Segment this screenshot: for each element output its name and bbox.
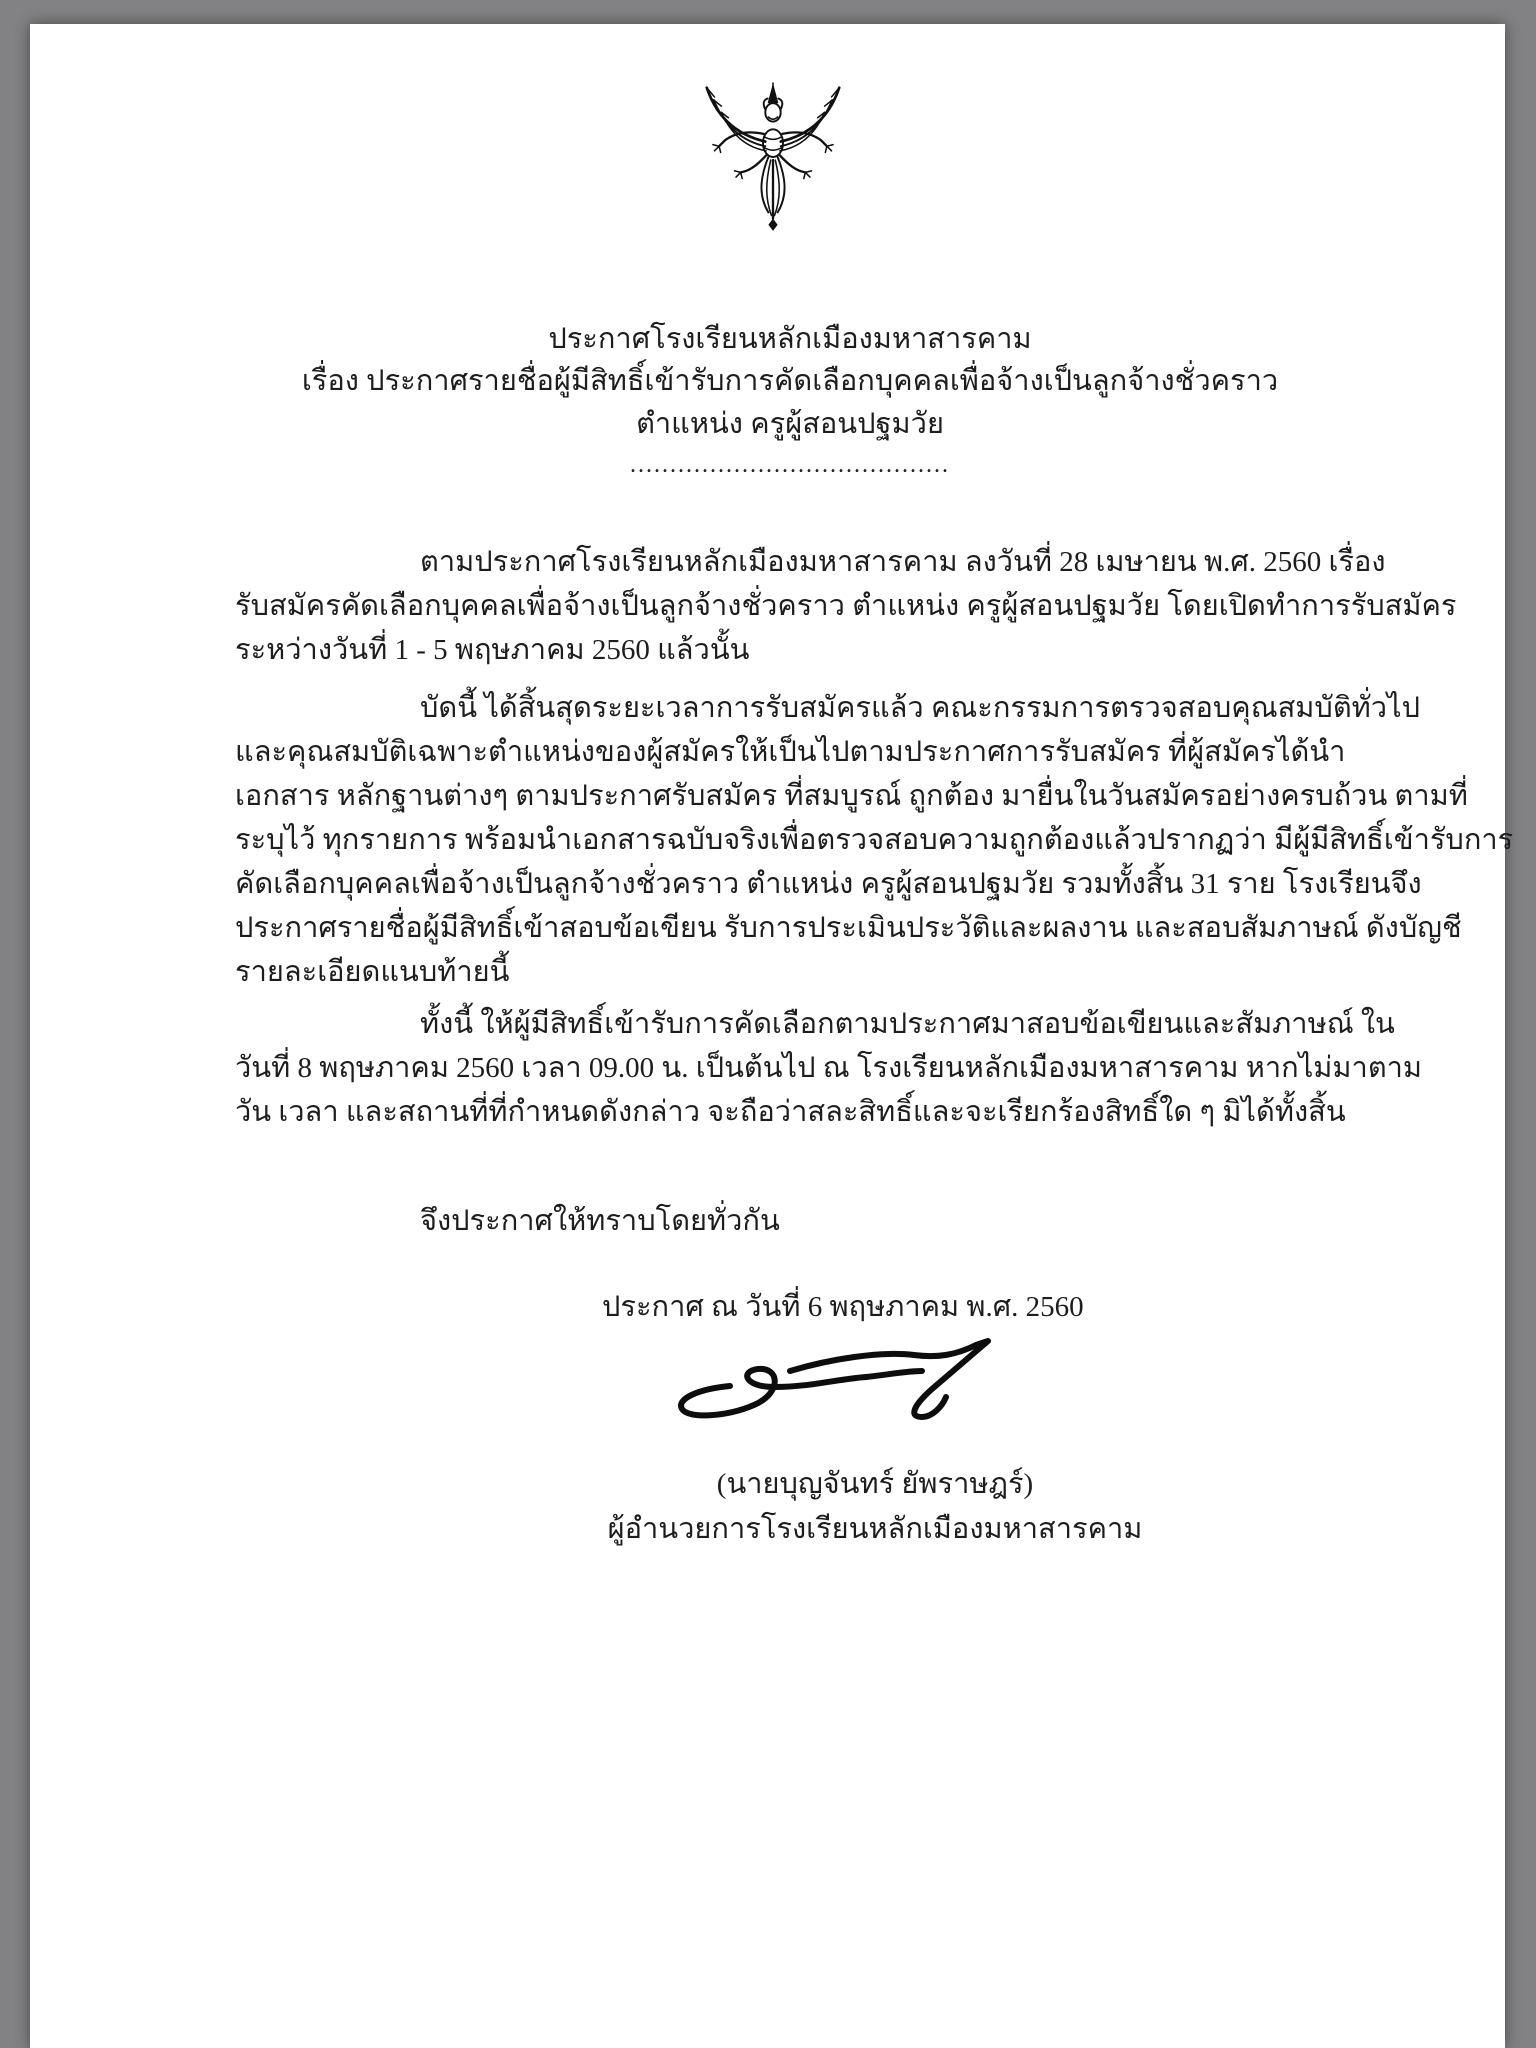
paragraph-2 xyxy=(235,686,1514,994)
body-line: วันที่ 8 พฤษภาคม 2560 เวลา 09.00 น. เป็นต้นไป ณ โรงเรียนหลักเมืองมหาสารคาม หากไม่มาตาม xyxy=(235,1052,1423,1084)
closing-line: จึงประกาศให้ทราบโดยทั่วกัน xyxy=(420,1205,780,1237)
body-line: เอกสาร หลักฐานต่างๆ ตามประกาศรับสมัคร ที่สมบูรณ์ ถูกต้อง มายื่นในวันสมัครอย่างครบถ้วน ตามที่ xyxy=(235,780,1468,812)
paragraph-3 xyxy=(235,1002,1423,1134)
body-line: ระบุไว้ ทุกรายการ พร้อมนำเอกสารฉบับจริงเพื่อตรวจสอบความถูกต้องแล้วปรากฏว่า มีผู้มีสิทธิ์เข้ารับการ xyxy=(235,824,1514,856)
body-line: บัดนี้ ได้สิ้นสุดระยะเวลาการรับสมัครแล้ว คณะกรรมการตรวจสอบคุณสมบัติทั่วไป xyxy=(420,692,1421,724)
body-line: ระหว่างวันที่ 1 - 5 พฤษภาคม 2560 แล้วนั้น xyxy=(235,634,750,666)
document-page xyxy=(30,24,1514,2048)
paragraph-1 xyxy=(235,540,1457,672)
announcement-subject: เรื่อง ประกาศรายชื่อผู้มีสิทธิ์เข้ารับการคัดเลือกบุคคลเพื่อจ้างเป็นลูกจ้างชั่วคราว xyxy=(301,365,1279,397)
body-line: และคุณสมบัติเฉพาะตำแหน่งของผู้สมัครให้เป็นไปตามประกาศการรับสมัคร ที่ผู้สมัครได้นำ xyxy=(235,736,1346,768)
signer-name: (นายบุญจันทร์ ยัพราษฎร์) xyxy=(716,1468,1034,1500)
body-line: คัดเลือกบุคคลเพื่อจ้างเป็นลูกจ้างชั่วคราว ตำแหน่ง ครูผู้สอนปฐมวัย รวมทั้งสิ้น 31 ราย โรงเรียนจึง xyxy=(235,868,1422,900)
date-line: ประกาศ ณ วันที่ 6 พฤษภาคม พ.ศ. 2560 xyxy=(602,1291,1084,1323)
divider-dots: ........................................ xyxy=(630,452,950,478)
body-line: วัน เวลา และสถานที่ที่กำหนดดังกล่าว จะถือว่าสละสิทธิ์และจะเรียกร้องสิทธิ์ใด ๆ มิได้ทั้งสิ้น xyxy=(235,1096,1346,1128)
body-line: รายละเอียดแนบท้ายนี้ xyxy=(235,956,510,988)
body-line: ประกาศรายชื่อผู้มีสิทธิ์เข้าสอบข้อเขียน รับการประเมินประวัติและผลงาน และสอบสัมภาษณ์ ดังบัญชี xyxy=(235,912,1462,944)
body-line: ตามประกาศโรงเรียนหลักเมืองมหาสารคาม ลงวันที่ 28 เมษายน พ.ศ. 2560 เรื่อง xyxy=(420,546,1386,578)
garuda-emblem-icon xyxy=(688,80,858,234)
signature-image xyxy=(670,1331,1010,1426)
announcement-position: ตำแหน่ง ครูผู้สอนปฐมวัย xyxy=(636,408,944,440)
body-line: รับสมัครคัดเลือกบุคคลเพื่อจ้างเป็นลูกจ้างชั่วคราว ตำแหน่ง ครูผู้สอนปฐมวัย โดยเปิดทำการรับสมัคร xyxy=(235,590,1457,622)
body-line: ทั้งนี้ ให้ผู้มีสิทธิ์เข้ารับการคัดเลือกตามประกาศมาสอบข้อเขียนและสัมภาษณ์ ใน xyxy=(420,1008,1395,1040)
signer-title: ผู้อำนวยการโรงเรียนหลักเมืองมหาสารคาม xyxy=(607,1513,1143,1545)
announcement-title: ประกาศโรงเรียนหลักเมืองมหาสารคาม xyxy=(548,323,1032,355)
